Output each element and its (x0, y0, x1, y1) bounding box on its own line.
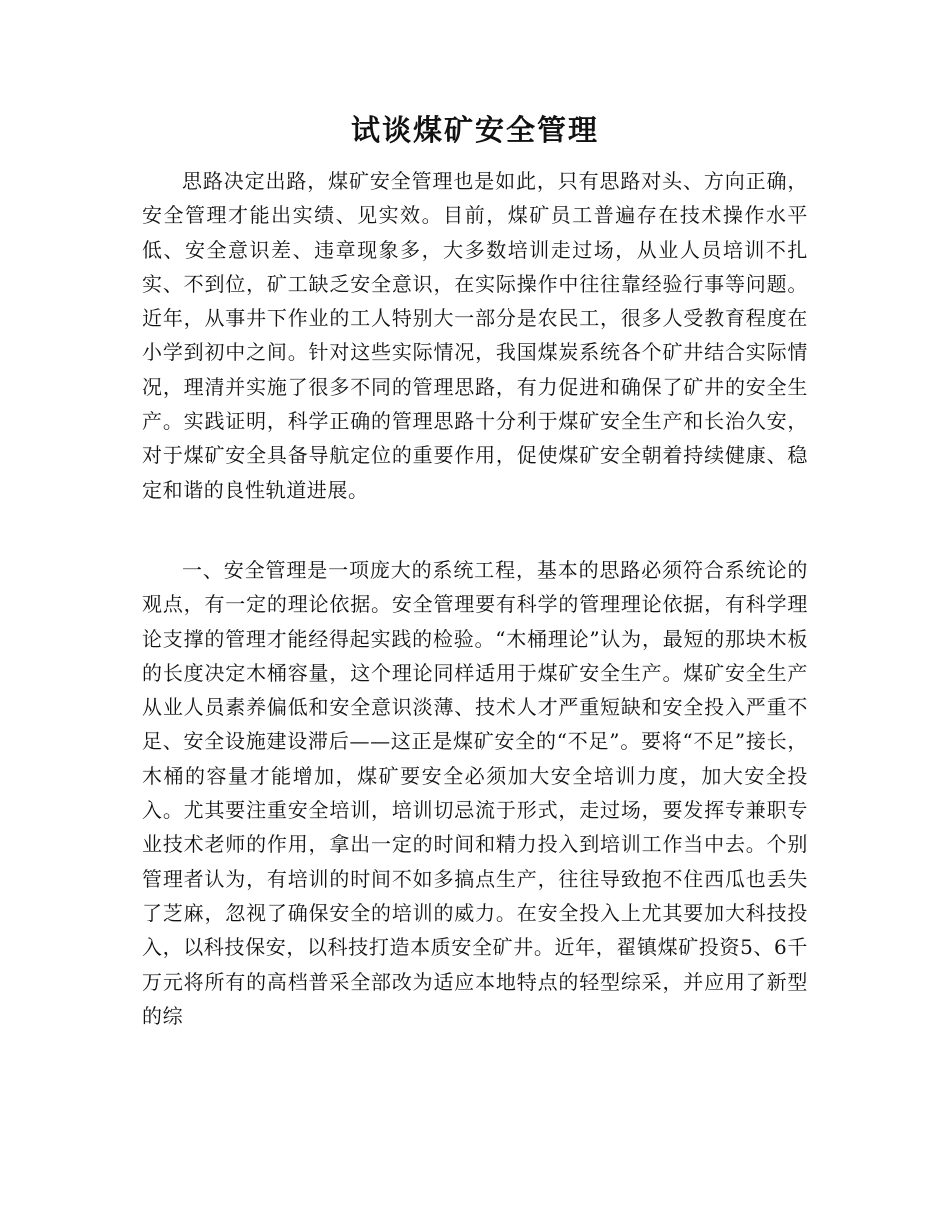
document-title: 试谈煤矿安全管理 (350, 113, 599, 147)
paragraph-section-one: 一、安全管理是一项庞大的系统工程，基本的思路必须符合系统论的观点，有一定的理论依据。安全管理要有科学的管理理论依据，有科学理论支撑的管理才能经得起实践的检验。“木桶理论”认为，最短的那块木板的长度决定木桶容量，这个理论同样适用于煤矿安全生产。煤矿安全生产从业人员素养偏低和安全意识淡薄、技术人才严重短缺和安全投入严重不足、安全设施建设滞后——这正是煤矿安全的“不足”。要将“不足”接长，木桶的容量才能增加，煤矿要安全必须加大安全培训力度，加大安全投入。尤其要注重安全培训，培训切忌流于形式，走过场，要发挥专兼职专业技术老师的作用，拿出一定的时间和精力投入到培训工作当中去。个别管理者认为，有培训的时间不如多搞点生产，往往导致抱不住西瓜也丢失了芝麻，忽视了确保安全的培训的威力。在安全投入上尤其要加大科技投入，以科技保安，以科技打造本质安全矿井。近年，翟镇煤矿投资5、6千万元将所有的高档普采全部改为适应本地特点的轻型综采，并应用了新型的综 (142, 558, 808, 1028)
paragraph-intro: 思路决定出路，煤矿安全管理也是如此，只有思路对头、方向正确，安全管理才能出实绩、见实效。目前，煤矿员工普遍存在技术操作水平低、安全意识差、违章现象多，大多数培训走过场，从业人员培训不扎实、不到位，矿工缺乏安全意识，在实际操作中往往靠经验行事等问题。近年，从事井下作业的工人特别大一部分是农民工，很多人受教育程度在小学到初中之间。针对这些实际情况，我国煤炭系统各个矿井结合实际情况，理清并实施了很多不同的管理思路，有力促进和确保了矿井的安全生产。实践证明，科学正确的管理思路十分利于煤矿安全生产和长治久安，对于煤矿安全具备导航定位的重要作用，促使煤矿安全朝着持续健康、稳定和谐的良性轨道进展。 (142, 169, 808, 502)
